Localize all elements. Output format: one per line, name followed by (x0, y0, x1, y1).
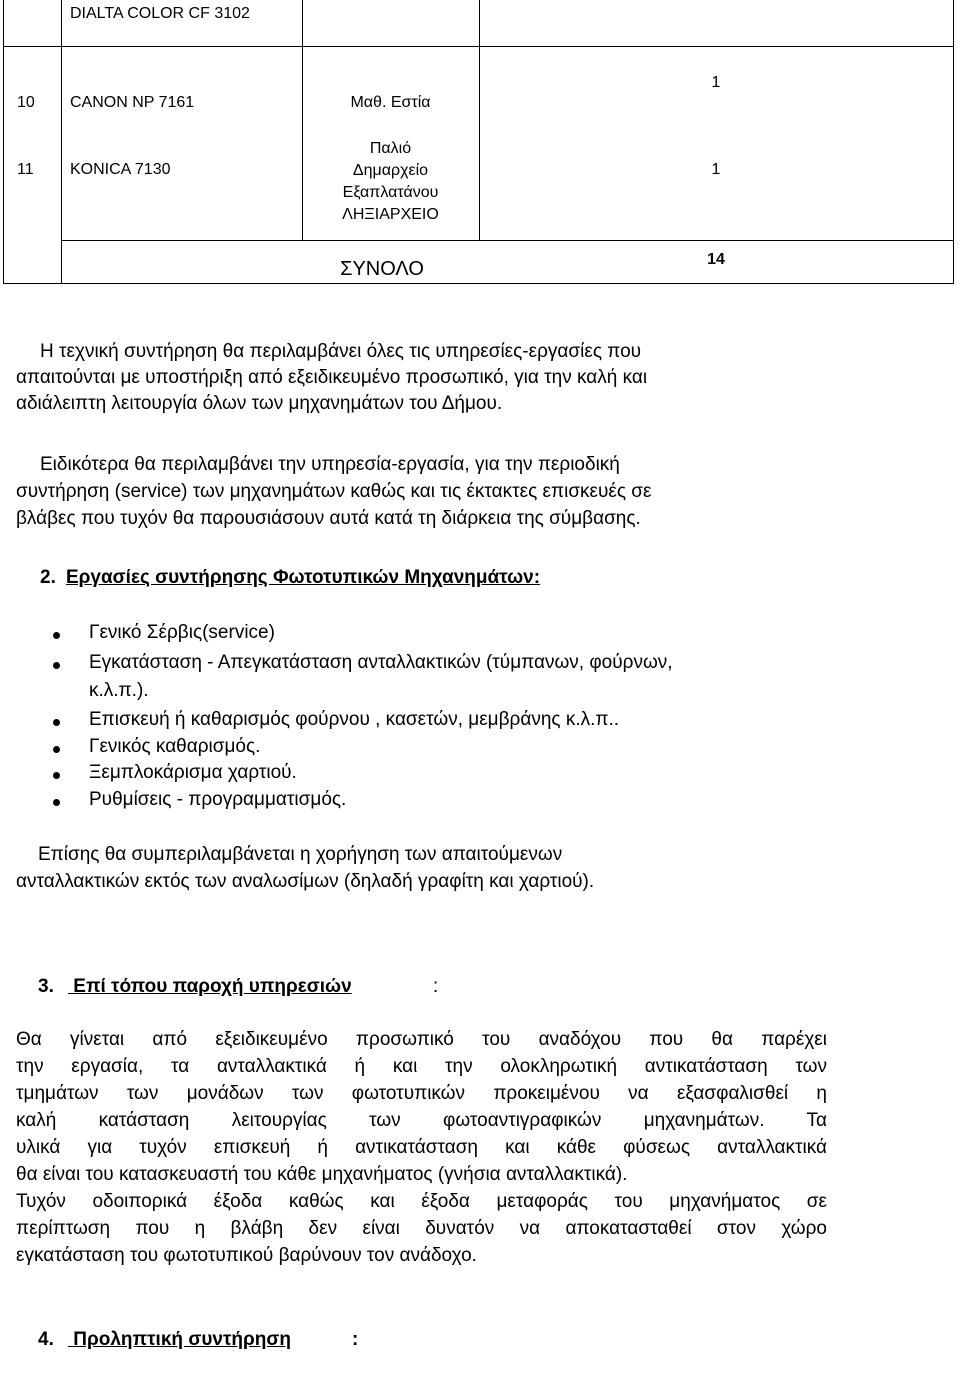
section-number: 4. (38, 1329, 54, 1350)
total-value: 14 (707, 251, 725, 268)
text-line: αδιάλειπτη λειτουργία όλων των μηχανημάτων του Δήμου. (16, 393, 503, 414)
table-border (61, 240, 954, 241)
bullet-icon (53, 799, 60, 806)
text-line: ανταλλακτικών εκτός των αναλωσίμων (δηλαδή γραφίτη και χαρτιού). (16, 871, 595, 892)
text-line: εγκατάσταση του φωτοτυπικού βαρύνουν τον ανάδοχο. (16, 1245, 477, 1266)
row-number: 10 (17, 94, 35, 111)
text-line: Επίσης θα συμπεριλαμβάνεται η χορήγηση των απαιτούμενων (38, 844, 563, 865)
section-title (68, 1329, 291, 1351)
row-number: 11 (17, 161, 34, 178)
table-border (479, 0, 480, 240)
list-item: Ρυθμίσεις - προγραμματισμός. (89, 789, 347, 810)
section-number: 3. (38, 976, 54, 997)
bullet-icon (53, 662, 60, 669)
text-line: συντήρηση (service) των μηχανημάτων καθώς και τις έκτακτες επισκευές σε (16, 481, 652, 502)
section-number: 2. (40, 567, 56, 588)
table-border (302, 0, 303, 240)
location: Μαθ. Εστία (350, 94, 431, 111)
table-border (3, 283, 954, 284)
bullet-icon (53, 746, 60, 753)
total-label: ΣΥΝΟΛΟ (340, 258, 424, 280)
text-line: Τυχόν οδοιπορικά έξοδα καθώς και έξοδα μεταφοράς του μηχανήματος σε (16, 1191, 827, 1212)
quantity: 1 (711, 74, 721, 91)
text-line: Η τεχνική συντήρηση θα περιλαμβάνει όλες τις υπηρεσίες-εργασίες που (40, 341, 642, 362)
section-title-colon: : (352, 1329, 359, 1350)
bullet-icon (53, 772, 60, 779)
location-line: Εξαπλατάνου (342, 184, 439, 201)
text-line: Θα γίνεται από εξειδικευμένο προσωπικό του αναδόχου που θα παρέχει (16, 1029, 827, 1050)
text-line: καλή κατάσταση λειτουργίας των φωτοαντιγραφικών μηχανημάτων. Τα (16, 1110, 827, 1131)
location-line: Παλιό (369, 140, 412, 157)
printer-model: KONICA 7130 (70, 161, 171, 178)
bullet-icon (53, 632, 60, 639)
list-item: Γενικός καθαρισμός. (89, 736, 261, 757)
text-line: τμημάτων των μονάδων των φωτοτυπικών προκειμένου να εξασφαλισθεί η (16, 1083, 827, 1104)
text-line: την εργασία, τα ανταλλακτικά ή και την ολοκληρωτική αντικατάσταση των (16, 1056, 827, 1077)
location-line: ΛΗΞΙΑΡΧΕΙΟ (342, 206, 439, 223)
text-line: περίπτωση που η βλάβη δεν είναι δυνατόν να αποκατασταθεί στον χώρο (16, 1218, 827, 1239)
list-item: Επισκευή ή καθαρισμός φούρνου , κασετών, μεμβράνης κ.λ.π.. (89, 709, 620, 730)
quantity: 1 (711, 161, 721, 178)
text-line: Ειδικότερα θα περιλαμβάνει την υπηρεσία-εργασία, για την περιοδική (40, 454, 620, 475)
table-border (3, 46, 954, 47)
text-line: απαιτούνται με υποστήριξη από εξειδικευμένο προσωπικό, για την καλή και (16, 367, 648, 388)
section-title-text: Επί τόπου παροχή υπηρεσιών (73, 976, 352, 997)
table-border (3, 0, 4, 283)
list-item-continuation: κ.λ.π.). (89, 680, 149, 701)
printer-model: CANON NP 7161 (70, 94, 195, 111)
text-line: υλικά για τυχόν επισκευή ή αντικατάσταση και κάθε φύσεως ανταλλακτικά (16, 1137, 827, 1158)
location-line: Δημαρχείο (352, 162, 429, 179)
list-item: Ξεμπλοκάρισμα χαρτιού. (89, 762, 297, 783)
section-title (68, 976, 352, 998)
text-line: θα είναι του κατασκευαστή του κάθε μηχανήματος (γνήσια ανταλλακτικά). (16, 1164, 628, 1185)
list-item: Εγκατάσταση - Απεγκατάσταση ανταλλακτικών (τύμπανων, φούρνων, (89, 652, 673, 673)
bullet-icon (53, 719, 60, 726)
printer-model: DIALTA COLOR CF 3102 (70, 5, 250, 22)
section-title-text: Προληπτική συντήρηση (73, 1329, 291, 1350)
text-line: βλάβες που τυχόν θα παρουσιάσουν αυτά κατά τη διάρκεια της σύμβασης. (16, 508, 641, 529)
section-title-colon: : (433, 976, 439, 997)
section-title: Εργασίες συντήρησης Φωτοτυπικών Μηχανημάτων: (66, 567, 541, 588)
list-item: Γενικό Σέρβις(service) (89, 622, 275, 643)
